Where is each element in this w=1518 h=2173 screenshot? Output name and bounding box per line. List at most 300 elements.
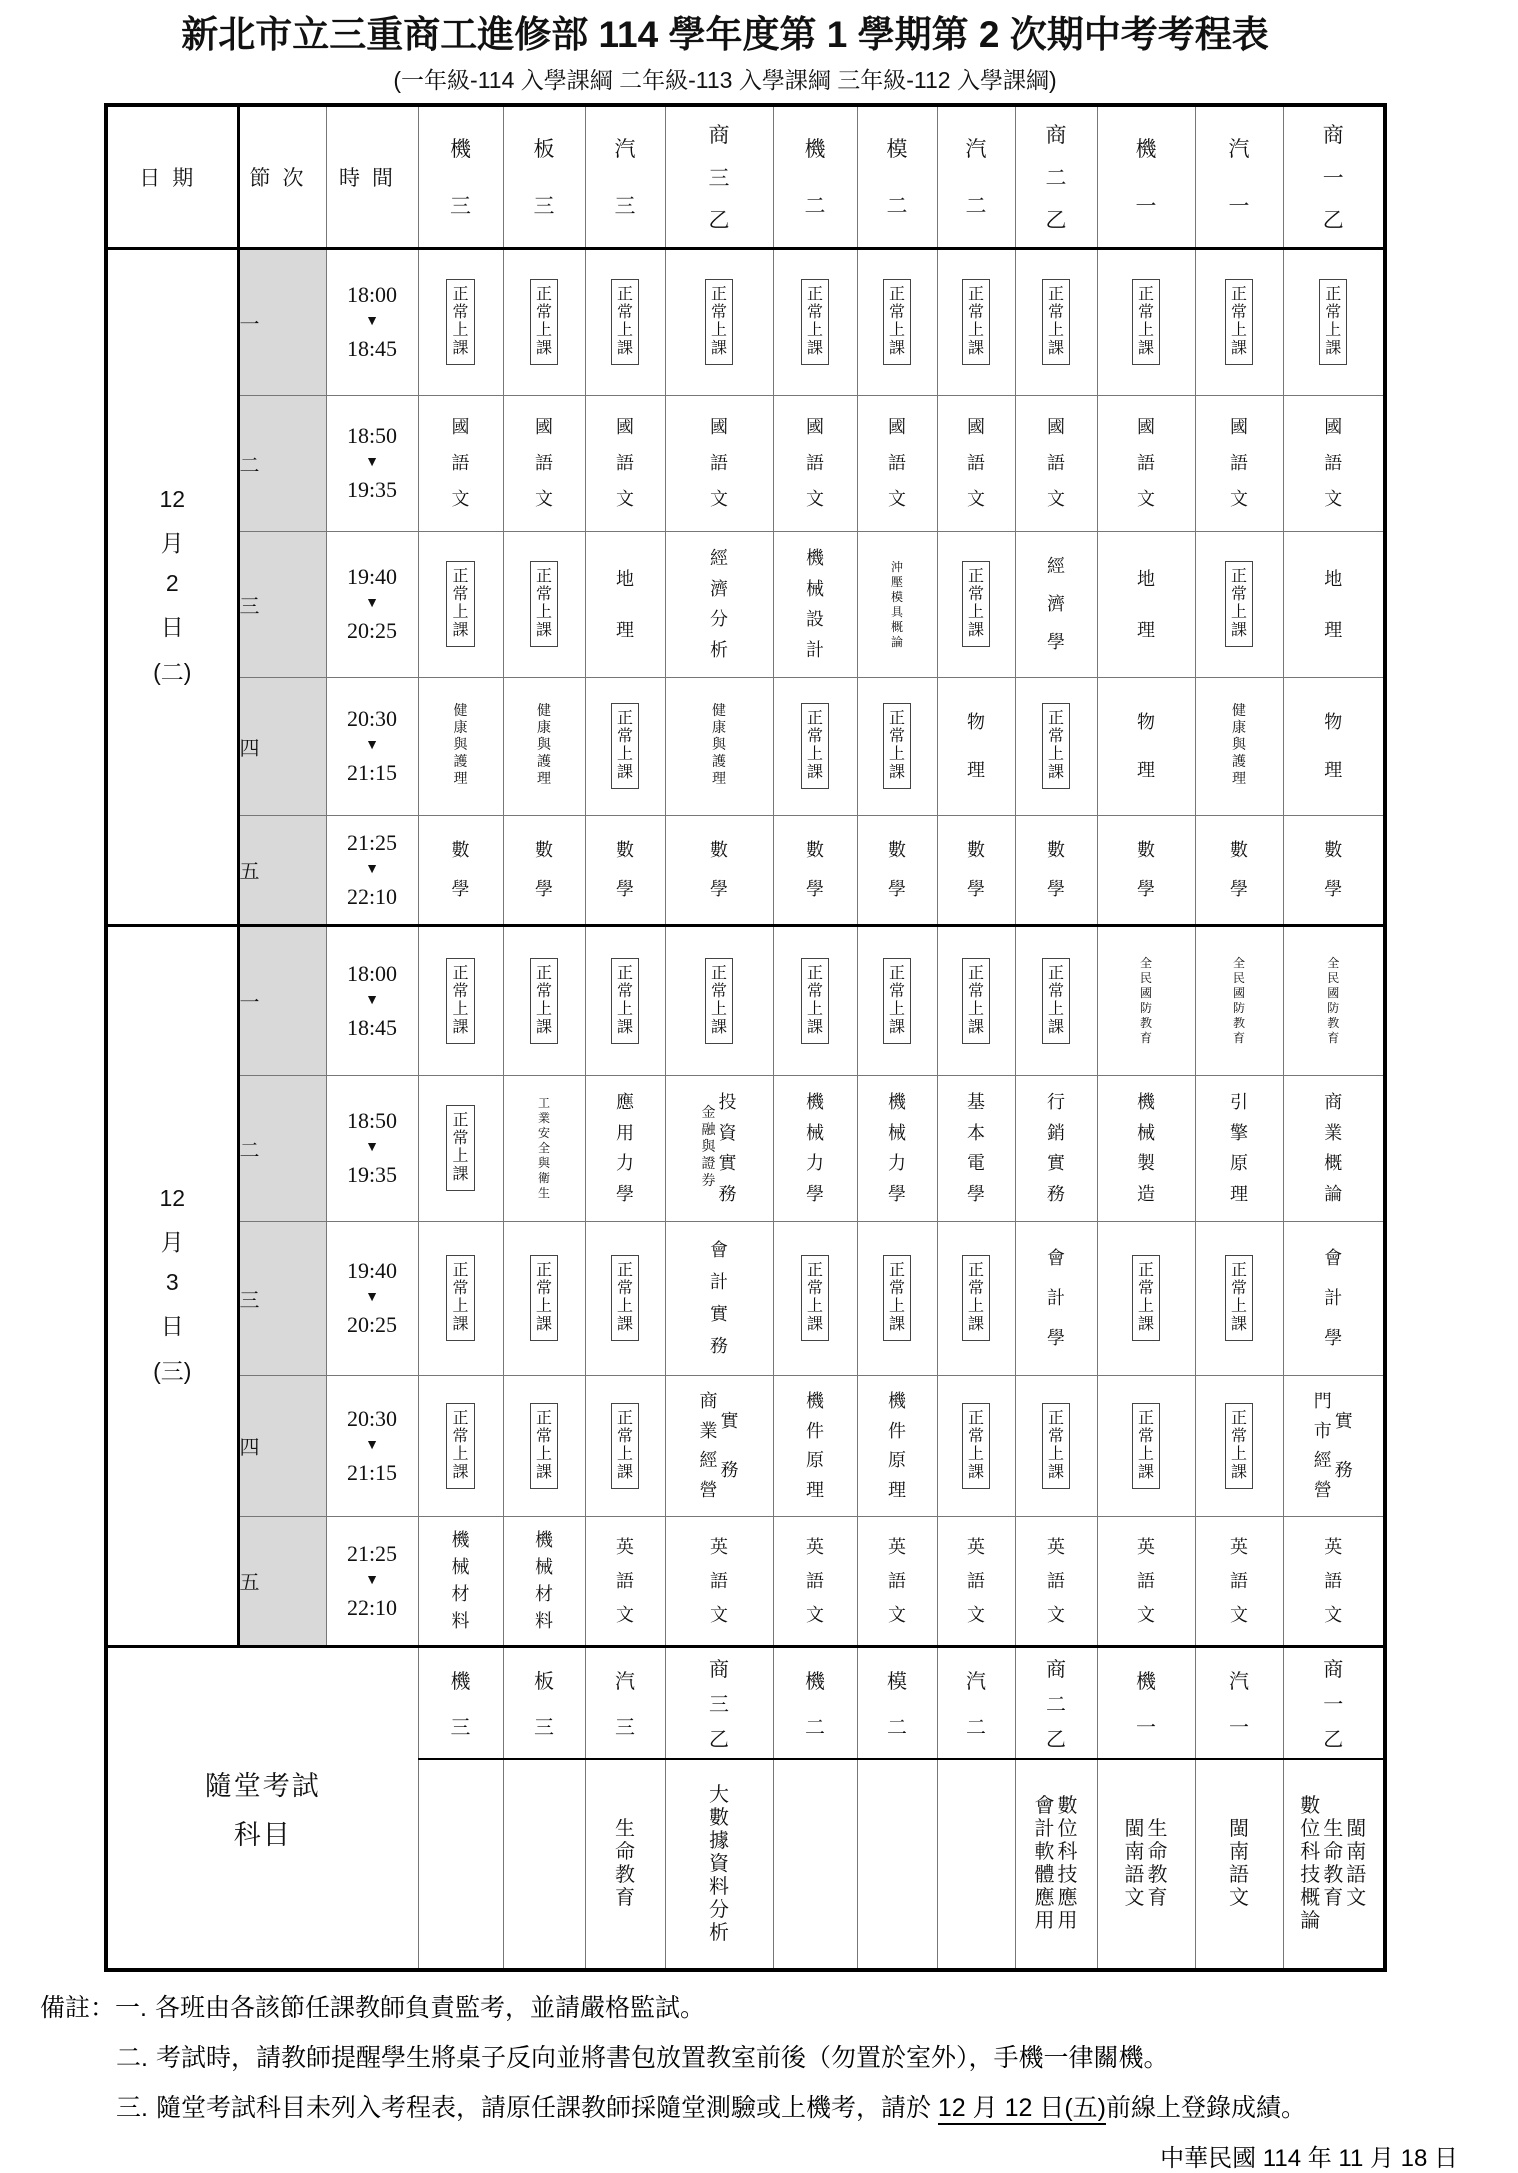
arrow-down-icon: ▼ — [365, 1290, 379, 1306]
subject-cell — [1097, 925, 1195, 1075]
glyph: 常 — [452, 304, 469, 322]
normal-class-box — [962, 1255, 990, 1341]
subject-cell — [418, 248, 503, 395]
class-name-vertical — [504, 107, 585, 247]
glyph: 英 — [967, 1536, 985, 1557]
glyph: 模 — [890, 589, 903, 604]
normal-class-box — [1132, 1255, 1160, 1341]
glyph: 語 — [1230, 1570, 1248, 1591]
subject-cell — [773, 248, 857, 395]
glyph: 理 — [537, 772, 551, 788]
subject-text-column — [1230, 821, 1248, 919]
glyph: 文 — [806, 1604, 824, 1625]
quiz-subject-cell — [665, 1759, 773, 1970]
glyph: 上 — [535, 1000, 552, 1018]
glyph: 與 — [1232, 738, 1246, 754]
note-number: 三. — [116, 2093, 148, 2122]
glyph: 學 — [888, 1183, 906, 1204]
glyph: 文 — [1047, 488, 1065, 509]
glyph: 汽 — [965, 137, 987, 162]
normal-class-box — [705, 279, 733, 365]
glyph: 南 — [1229, 1841, 1249, 1864]
glyph: 科 — [1300, 1841, 1321, 1864]
subject-cell — [585, 1075, 665, 1221]
glyph: 常 — [452, 1130, 469, 1148]
quiz-class-header — [857, 1646, 937, 1759]
glyph: 分 — [709, 1898, 729, 1921]
subject-cell — [418, 1075, 503, 1221]
glyph: 融 — [701, 1123, 716, 1139]
subject-cell — [1097, 677, 1195, 815]
arrow-down-icon: ▼ — [365, 1437, 379, 1453]
subject-cell-content — [504, 683, 585, 810]
glyph: 學 — [616, 1183, 634, 1204]
glyph: 業 — [537, 1111, 550, 1126]
quiz-class-header — [1283, 1646, 1385, 1759]
schedule-row — [106, 531, 1385, 677]
glyph: 汽 — [1228, 137, 1250, 162]
quiz-cell-content — [1016, 1766, 1097, 1962]
subject-text — [967, 1081, 985, 1216]
subject-text — [616, 1081, 634, 1216]
time-start: 21:25 — [346, 1540, 398, 1566]
subject-cell — [585, 677, 665, 815]
subject-text — [452, 1522, 470, 1640]
glyph: 常 — [616, 1427, 633, 1445]
glyph: 正 — [806, 710, 823, 728]
subject-cell-content — [1284, 1081, 1384, 1216]
date-line: 2 — [165, 570, 179, 597]
glyph: 上 — [967, 1298, 984, 1316]
class-name-vertical — [666, 107, 773, 247]
quiz-class-header — [585, 1646, 665, 1759]
glyph: 理 — [888, 1479, 906, 1500]
glyph: 機 — [1136, 1670, 1156, 1693]
time-cell — [326, 1516, 418, 1646]
glyph: 數 — [710, 840, 728, 861]
subject-cell — [503, 1221, 585, 1375]
normal-class-box — [1319, 279, 1347, 365]
glyph: 生 — [537, 1186, 550, 1201]
class-name-vertical — [858, 1648, 937, 1758]
subject-cell-content — [1098, 537, 1195, 672]
subject-cell-content — [774, 255, 857, 390]
subject-text — [1047, 821, 1065, 919]
glyph: 正 — [1230, 1409, 1247, 1427]
glyph: 應 — [1034, 1887, 1055, 1910]
subject-text — [806, 1522, 824, 1640]
notes-prefix: 備註： — [40, 1993, 116, 2022]
glyph: 常 — [1137, 1280, 1154, 1298]
glyph: 正 — [806, 964, 823, 982]
subject-cell — [773, 531, 857, 677]
glyph: 軟 — [1034, 1841, 1055, 1864]
subject-cell-content — [1284, 1381, 1384, 1511]
normal-class-box — [883, 703, 911, 789]
glyph: 力 — [616, 1153, 634, 1174]
time-range — [327, 1258, 418, 1338]
class-column-header — [1097, 105, 1195, 249]
glyph: 常 — [806, 1280, 823, 1298]
period-number: 二 — [239, 1139, 260, 1162]
glyph: 國 — [1047, 417, 1065, 438]
subject-text-column — [967, 821, 985, 919]
time-range — [327, 564, 418, 644]
glyph: 上 — [535, 322, 552, 340]
quiz-subject-column — [1148, 1766, 1168, 1962]
class-name-vertical — [666, 1648, 773, 1758]
quiz-cell-content — [938, 1766, 1015, 1962]
subject-text — [1047, 401, 1065, 526]
class-name-vertical — [504, 1648, 585, 1758]
time-start: 18:00 — [346, 282, 398, 308]
glyph: 正 — [1230, 286, 1247, 304]
quiz-subject-column — [1125, 1766, 1145, 1962]
glyph: 商 — [708, 123, 730, 148]
subject-cell — [1195, 395, 1283, 531]
subject-cell-content — [586, 1522, 665, 1640]
subject-cell — [1097, 1075, 1195, 1221]
glyph: 正 — [888, 286, 905, 304]
quiz-class-header — [503, 1646, 585, 1759]
time-end: 20:25 — [346, 1312, 398, 1338]
subject-cell — [503, 925, 585, 1075]
subject-text-column — [1047, 1081, 1065, 1216]
glyph: 學 — [1047, 1328, 1065, 1349]
quiz-subject-cell — [857, 1759, 937, 1970]
glyph: 市 — [1313, 1420, 1332, 1441]
subject-cell-content — [666, 1522, 773, 1640]
subject-cell-content — [419, 1381, 503, 1511]
glyph: 正 — [1230, 568, 1247, 586]
subject-cell — [857, 1375, 937, 1516]
glyph: 常 — [967, 982, 984, 1000]
subject-cell-content — [666, 1227, 773, 1370]
subject-text-column — [891, 537, 903, 672]
glyph: 上 — [452, 604, 469, 622]
period-number: 三 — [239, 1289, 260, 1312]
glyph: 教 — [615, 1864, 635, 1887]
glyph: 學 — [806, 1183, 824, 1204]
arrow-down-icon: ▼ — [365, 455, 379, 471]
subject-cell — [1195, 1516, 1283, 1646]
glyph: 常 — [1047, 304, 1064, 322]
subject-text-column — [710, 821, 728, 919]
glyph: 券 — [701, 1174, 716, 1190]
glyph: 上 — [535, 604, 552, 622]
subject-text — [806, 1081, 824, 1216]
quiz-class-header — [1015, 1646, 1097, 1759]
glyph: 常 — [806, 728, 823, 746]
quiz-subject-column — [1300, 1766, 1320, 1962]
glyph: 正 — [967, 964, 984, 982]
subject-cell-content — [1016, 1522, 1097, 1640]
subject-text-column — [700, 1381, 718, 1511]
period-cell — [238, 1516, 326, 1646]
glyph: 商 — [709, 1659, 729, 1682]
subject-text-column — [616, 821, 634, 919]
glyph: 育 — [1327, 1031, 1340, 1046]
glyph: 學 — [967, 1183, 985, 1204]
glyph: 語 — [806, 453, 824, 474]
date-text — [108, 1185, 237, 1386]
glyph: 械 — [535, 1556, 553, 1577]
glyph: 機 — [1135, 137, 1157, 162]
normal-class-box — [446, 1255, 474, 1341]
subject-cell-content — [504, 821, 585, 919]
subject-cell — [665, 395, 773, 531]
period-number: 一 — [239, 313, 260, 336]
glyph: 文 — [806, 488, 824, 509]
subject-text-column — [1314, 1381, 1332, 1511]
glyph: 常 — [535, 586, 552, 604]
date-line: (三) — [153, 1358, 192, 1385]
schedule-row — [106, 677, 1385, 815]
glyph: 語 — [1324, 453, 1343, 474]
glyph: 機 — [450, 1670, 471, 1693]
time-end: 20:25 — [346, 618, 398, 644]
subject-text-column — [537, 683, 551, 810]
subject-cell — [937, 395, 1015, 531]
normal-class-box — [530, 561, 558, 647]
subject-cell — [773, 677, 857, 815]
glyph: 防 — [1327, 1001, 1340, 1016]
glyph: 汽 — [615, 1670, 635, 1693]
quiz-cell-content — [419, 1766, 503, 1962]
quiz-label-line: 科目 — [233, 1819, 292, 1850]
subject-cell — [418, 1375, 503, 1516]
subject-cell-content — [938, 1081, 1015, 1216]
subject-text-column — [1324, 1522, 1342, 1640]
normal-class-box — [530, 1403, 558, 1489]
subject-cell — [857, 925, 937, 1075]
glyph: 護 — [453, 755, 468, 771]
glyph: 商 — [1045, 123, 1067, 148]
subject-cell — [418, 531, 503, 677]
subject-cell — [503, 1516, 585, 1646]
glyph: 資 — [718, 1122, 737, 1143]
subject-cell-content — [938, 255, 1015, 390]
glyph: 正 — [535, 964, 552, 982]
subject-cell — [1195, 1375, 1283, 1516]
glyph: 理 — [1324, 619, 1343, 640]
glyph: 常 — [1047, 982, 1064, 1000]
glyph: 生 — [615, 1818, 635, 1841]
quiz-subject-cell — [937, 1759, 1015, 1970]
glyph: 學 — [535, 878, 553, 899]
glyph: 課 — [888, 1018, 905, 1036]
quiz-label-line: 隨堂考試 — [204, 1770, 321, 1801]
subject-cell — [1015, 1221, 1097, 1375]
quiz-class-header — [1195, 1646, 1283, 1759]
quiz-subject-text — [1229, 1766, 1249, 1962]
subject-cell — [937, 815, 1015, 925]
subject-cell — [773, 1221, 857, 1375]
subject-text — [452, 821, 470, 919]
glyph: 上 — [710, 1000, 727, 1018]
glyph: 常 — [616, 728, 633, 746]
glyph: 經 — [710, 548, 728, 569]
normal-class-box — [883, 1255, 911, 1341]
glyph: 三 — [533, 193, 555, 218]
subject-cell-content — [1284, 537, 1384, 672]
glyph: 一 — [1322, 165, 1344, 190]
normal-class-box — [962, 958, 990, 1044]
glyph: 件 — [888, 1420, 906, 1441]
glyph: 上 — [616, 1298, 633, 1316]
subject-text-column — [719, 1081, 737, 1216]
glyph: 常 — [1047, 728, 1064, 746]
glyph: 會 — [1034, 1795, 1055, 1818]
glyph: 二 — [1046, 1694, 1066, 1717]
schedule-row — [106, 925, 1385, 1075]
period-number: 二 — [239, 454, 260, 477]
glyph: 會 — [1324, 1247, 1343, 1268]
glyph: 二 — [887, 1717, 907, 1740]
glyph: 數 — [1324, 840, 1343, 861]
subject-cell-content — [419, 932, 503, 1070]
glyph: 正 — [616, 1409, 633, 1427]
glyph: 械 — [806, 578, 824, 599]
subject-text — [806, 821, 824, 919]
subject-text — [1230, 821, 1248, 919]
subject-text-column — [452, 401, 470, 526]
note-line — [116, 2038, 1518, 2074]
glyph: 理 — [967, 760, 985, 781]
subject-text — [888, 401, 906, 526]
note-line — [40, 1988, 1518, 2024]
quiz-cell-content — [666, 1766, 773, 1962]
subject-cell-content — [1196, 537, 1283, 672]
glyph: 文 — [888, 1604, 906, 1625]
subject-cell-content — [1196, 932, 1283, 1070]
quiz-cell-content — [858, 1766, 937, 1962]
title-suffix: 考程表 — [1157, 15, 1269, 56]
glyph: 數 — [888, 840, 906, 861]
class-name-vertical — [1196, 1648, 1283, 1758]
subject-cell — [418, 395, 503, 531]
subject-text — [1324, 821, 1342, 919]
subject-cell-content — [586, 932, 665, 1070]
subject-cell — [1015, 248, 1097, 395]
glyph: 課 — [1047, 340, 1064, 358]
subject-cell-content — [1098, 821, 1195, 919]
glyph: 一 — [1228, 193, 1250, 218]
glyph: 課 — [967, 1316, 984, 1334]
glyph: 上 — [1325, 322, 1342, 340]
subject-text — [1137, 683, 1155, 810]
glyph: 正 — [452, 568, 469, 586]
time-start: 18:50 — [346, 423, 398, 449]
subject-cell-content — [774, 537, 857, 672]
subject-cell — [418, 925, 503, 1075]
glyph: 電 — [967, 1153, 985, 1174]
glyph: 上 — [616, 322, 633, 340]
subject-cell — [665, 1375, 773, 1516]
time-cell — [326, 677, 418, 815]
arrow-down-icon: ▼ — [365, 992, 379, 1008]
column-header-time — [326, 105, 418, 249]
normal-class-box — [1132, 1403, 1160, 1489]
glyph: 正 — [616, 1262, 633, 1280]
schedule-header-row — [106, 105, 1385, 249]
subject-cell — [937, 925, 1015, 1075]
date-line: 月 — [160, 530, 184, 557]
subject-cell-content — [419, 1227, 503, 1370]
glyph: 常 — [452, 586, 469, 604]
glyph: 民 — [1139, 971, 1152, 986]
normal-class-box — [1225, 279, 1253, 365]
quiz-subject-cell — [1015, 1759, 1097, 1970]
subject-text-column — [806, 537, 824, 672]
subject-cell-content — [1196, 401, 1283, 526]
date-text — [108, 486, 237, 687]
glyph: 常 — [452, 982, 469, 1000]
glyph: 常 — [616, 1280, 633, 1298]
glyph: 語 — [1047, 1570, 1065, 1591]
glyph: 二 — [965, 193, 987, 218]
subject-text-column — [1047, 1227, 1065, 1370]
subject-text — [452, 401, 470, 526]
glyph: 一 — [1229, 1717, 1249, 1740]
glyph: 國 — [1232, 986, 1245, 1001]
arrow-down-icon: ▼ — [365, 738, 379, 754]
glyph: 上 — [967, 322, 984, 340]
glyph: 二 — [1045, 165, 1067, 190]
glyph: 具 — [890, 604, 903, 619]
subject-text-column — [1137, 1081, 1155, 1216]
glyph: 英 — [616, 1536, 634, 1557]
glyph: 上 — [1047, 322, 1064, 340]
subject-cell-content — [666, 537, 773, 672]
glyph: 全 — [1232, 956, 1245, 971]
normal-class-box — [530, 279, 558, 365]
glyph: 設 — [806, 609, 824, 630]
glyph: 上 — [535, 1445, 552, 1463]
glyph: 三 — [450, 1717, 471, 1740]
glyph: 模 — [887, 1670, 907, 1693]
glyph: 文 — [1230, 1604, 1248, 1625]
subject-cell-content — [1284, 1227, 1384, 1370]
glyph: 上 — [806, 746, 823, 764]
glyph: 二 — [966, 1717, 986, 1740]
column-header-date-label: 日期 — [139, 165, 206, 190]
glyph: 課 — [1137, 1316, 1154, 1334]
exam-schedule-page — [0, 14, 1518, 2172]
glyph: 三 — [709, 1694, 729, 1717]
subject-text — [616, 537, 634, 672]
subject-text — [888, 1381, 906, 1511]
subject-text-column — [454, 683, 468, 810]
column-header-time-label: 時間 — [339, 165, 405, 190]
subject-text-column — [967, 1081, 985, 1216]
date-cell — [106, 925, 238, 1646]
glyph: 教 — [1323, 1864, 1344, 1887]
subject-cell — [665, 1516, 773, 1646]
normal-class-box — [611, 703, 639, 789]
glyph: 模 — [886, 137, 908, 162]
normal-class-box — [1225, 561, 1253, 647]
glyph: 學 — [1324, 1328, 1343, 1349]
subject-cell — [1015, 395, 1097, 531]
subject-cell — [503, 815, 585, 925]
subject-cell-content — [858, 683, 937, 810]
glyph: 地 — [1137, 568, 1155, 589]
glyph: 常 — [1325, 304, 1342, 322]
subject-cell — [937, 1375, 1015, 1516]
subject-cell-content — [1196, 255, 1283, 390]
glyph: 課 — [1230, 1316, 1247, 1334]
